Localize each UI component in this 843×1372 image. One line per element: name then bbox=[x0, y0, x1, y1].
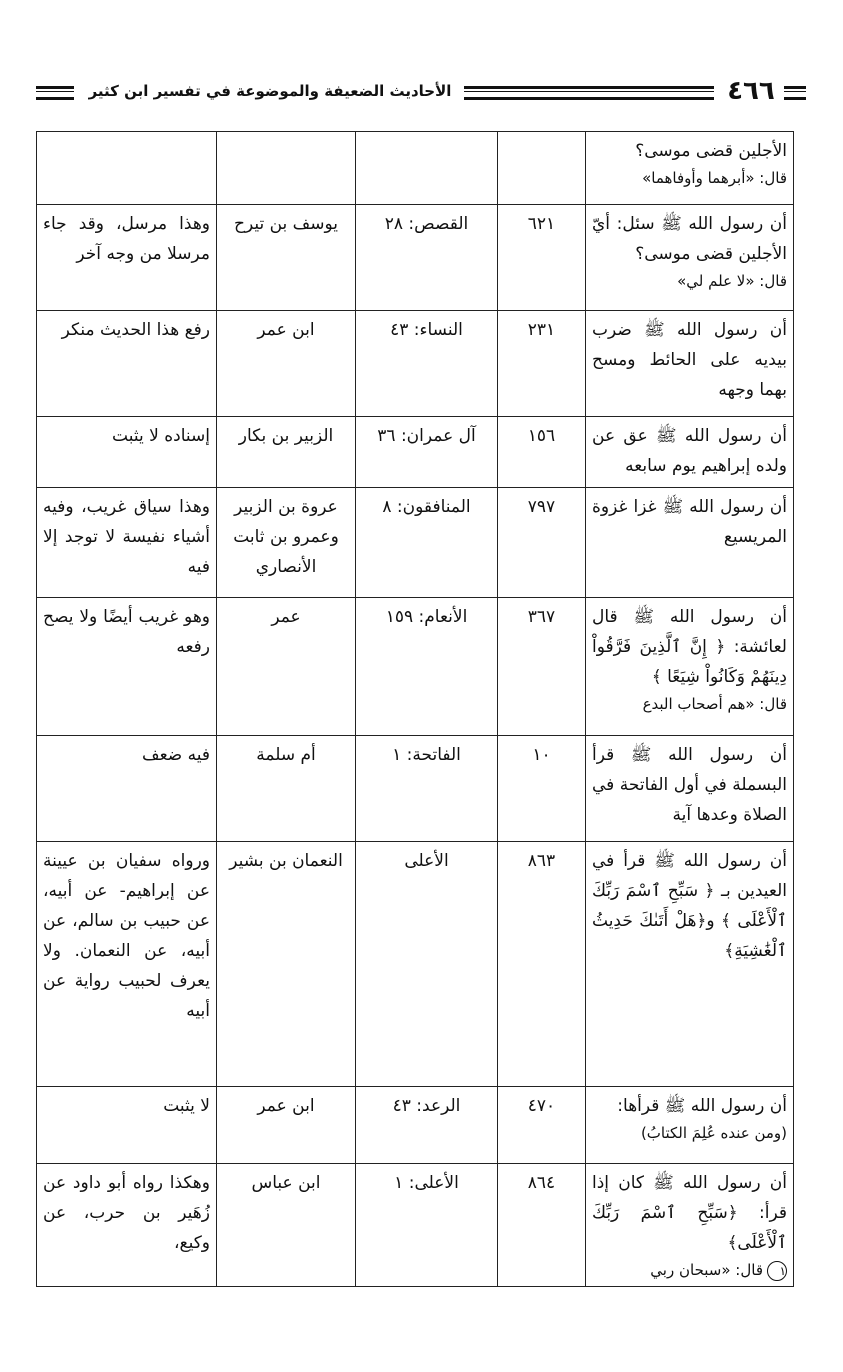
narrator: الزبير بن بكار bbox=[217, 417, 356, 488]
page-number: ٤٦٦ bbox=[727, 76, 775, 106]
sura-reference: الأعلى: ١ bbox=[356, 1164, 498, 1287]
hadith-number: ٢٣١ bbox=[498, 311, 586, 417]
hadith-reply-text: قال: «سبحان ربي bbox=[650, 1261, 763, 1279]
hadith-reply: (ومن عنده عُلِمَ الكتابُ) bbox=[640, 1124, 787, 1142]
hadith-text: أن رسول الله ﷺ قرأ في العيدين بـ ﴿ سَبِّحِ ٱسْمَ رَبِّكَ ٱلْأَعْلَى ﴾ و﴿هَلْ أَتَىٰكَ حَدِيثُ ٱلْغَٰشِيَةِ﴾ bbox=[592, 851, 787, 961]
table-row bbox=[37, 598, 794, 736]
narrator: عمر bbox=[217, 598, 356, 736]
sura-reference: آل عمران: ٣٦ bbox=[356, 417, 498, 488]
hadith-text: أن رسول الله ﷺ كان إذا قرأ: ﴿سَبِّحِ ٱسْمَ رَبِّكَ ٱلْأَعْلَى﴾ bbox=[592, 1173, 787, 1253]
sura-reference bbox=[356, 132, 498, 205]
hadith-number: ٨٦٤ bbox=[498, 1164, 586, 1287]
book-title: الأحاديث الضعيفة والموضوعة في تفسير ابن كثير bbox=[88, 82, 452, 100]
grading-note: رفع هذا الحديث منكر bbox=[37, 311, 217, 417]
hadith-number: ٣٦٧ bbox=[498, 598, 586, 736]
hadith-text-cell bbox=[586, 842, 794, 1087]
narrator: ابن عمر bbox=[217, 311, 356, 417]
header-rule-middle bbox=[464, 86, 714, 100]
sura-reference: الأنعام: ١٥٩ bbox=[356, 598, 498, 736]
table-row bbox=[37, 311, 794, 417]
grading-note bbox=[37, 132, 217, 205]
sura-reference: المنافقون: ٨ bbox=[356, 488, 498, 598]
grading-note: لا يثبت bbox=[37, 1087, 217, 1164]
narrator: النعمان بن بشير bbox=[217, 842, 356, 1087]
page-header bbox=[36, 78, 806, 110]
hadith-number: ٤٧٠ bbox=[498, 1087, 586, 1164]
hadith-reply: قال: «هم أصحاب البدع bbox=[642, 695, 787, 713]
hadith-table bbox=[36, 131, 794, 1287]
hadith-number: ١٠ bbox=[498, 736, 586, 842]
hadith-table-container bbox=[37, 131, 794, 1287]
hadith-reply bbox=[592, 1258, 787, 1282]
header-rule-left bbox=[36, 86, 74, 100]
grading-note: وهذا سياق غريب، وفيه أشياء نفيسة لا توجد إلا فيه bbox=[37, 488, 217, 598]
table-row bbox=[37, 1164, 794, 1287]
narrator: أم سلمة bbox=[217, 736, 356, 842]
footnote-marker: ١ bbox=[767, 1261, 787, 1281]
grading-note: فيه ضعف bbox=[37, 736, 217, 842]
hadith-text-cell bbox=[586, 736, 794, 842]
hadith-text-cell bbox=[586, 1087, 794, 1164]
hadith-text: أن رسول الله ﷺ قرأها: bbox=[617, 1096, 787, 1116]
hadith-text-cell bbox=[586, 488, 794, 598]
table-row bbox=[37, 842, 794, 1087]
sura-reference: الأعلى bbox=[356, 842, 498, 1087]
sura-reference: الفاتحة: ١ bbox=[356, 736, 498, 842]
hadith-text: أن رسول الله ﷺ عق عن ولده إبراهيم يوم سابعه bbox=[592, 426, 787, 476]
hadith-text-cell bbox=[586, 311, 794, 417]
table-row bbox=[37, 1087, 794, 1164]
hadith-number: ٦٢١ bbox=[498, 205, 586, 311]
hadith-text: أن رسول الله ﷺ ضرب بيديه على الحائط ومسح بهما وجهه bbox=[592, 320, 787, 400]
narrator: ابن عباس bbox=[217, 1164, 356, 1287]
narrator: عروة بن الزبير وعمرو بن ثابت الأنصاري bbox=[217, 488, 356, 598]
sura-reference: القصص: ٢٨ bbox=[356, 205, 498, 311]
hadith-number: ٧٩٧ bbox=[498, 488, 586, 598]
hadith-number bbox=[498, 132, 586, 205]
narrator: ابن عمر bbox=[217, 1087, 356, 1164]
grading-note: إسناده لا يثبت bbox=[37, 417, 217, 488]
header-rule-right bbox=[784, 86, 806, 100]
sura-reference: الرعد: ٤٣ bbox=[356, 1087, 498, 1164]
hadith-text: الأجلين قضى موسى؟ bbox=[635, 141, 787, 161]
hadith-reply: قال: «أبرهما وأوفاهما» bbox=[642, 169, 787, 187]
table-row bbox=[37, 132, 794, 205]
hadith-text: أن رسول الله ﷺ قال لعائشة: ﴿ إِنَّ ٱلَّذِينَ فَرَّقُواْ دِينَهُمْ وَكَانُواْ شِيَعًا ﴾ bbox=[592, 607, 787, 687]
sura-reference: النساء: ٤٣ bbox=[356, 311, 498, 417]
hadith-text-cell bbox=[586, 205, 794, 311]
hadith-reply: قال: «لا علم لي» bbox=[677, 272, 787, 290]
narrator bbox=[217, 132, 356, 205]
hadith-text-cell bbox=[586, 1164, 794, 1287]
grading-note: ورواه سفيان بن عيينة عن إبراهيم- عن أبيه، عن حبيب بن سالم، عن أبيه، عن النعمان. ولا يعرف لحبيب رواية عن أبيه bbox=[37, 842, 217, 1087]
hadith-text-cell bbox=[586, 598, 794, 736]
grading-note: وهذا مرسل، وقد جاء مرسلا من وجه آخر bbox=[37, 205, 217, 311]
hadith-text: أن رسول الله ﷺ سئل: أيّ الأجلين قضى موسى؟ bbox=[592, 214, 787, 264]
narrator: يوسف بن تيرح bbox=[217, 205, 356, 311]
hadith-text-cell bbox=[586, 132, 794, 205]
hadith-text: أن رسول الله ﷺ غزا غزوة المريسيع bbox=[592, 497, 787, 547]
table-row bbox=[37, 736, 794, 842]
hadith-text-cell bbox=[586, 417, 794, 488]
grading-note: وهو غريب أيضًا ولا يصح رفعه bbox=[37, 598, 217, 736]
hadith-number: ٨٦٣ bbox=[498, 842, 586, 1087]
table-row bbox=[37, 205, 794, 311]
grading-note: وهكذا رواه أبو داود عن زُهَير بن حرب، عن وكيع، bbox=[37, 1164, 217, 1287]
hadith-number: ١٥٦ bbox=[498, 417, 586, 488]
hadith-text: أن رسول الله ﷺ قرأ البسملة في أول الفاتحة في الصلاة وعدها آية bbox=[592, 745, 787, 825]
table-row bbox=[37, 417, 794, 488]
table-row bbox=[37, 488, 794, 598]
